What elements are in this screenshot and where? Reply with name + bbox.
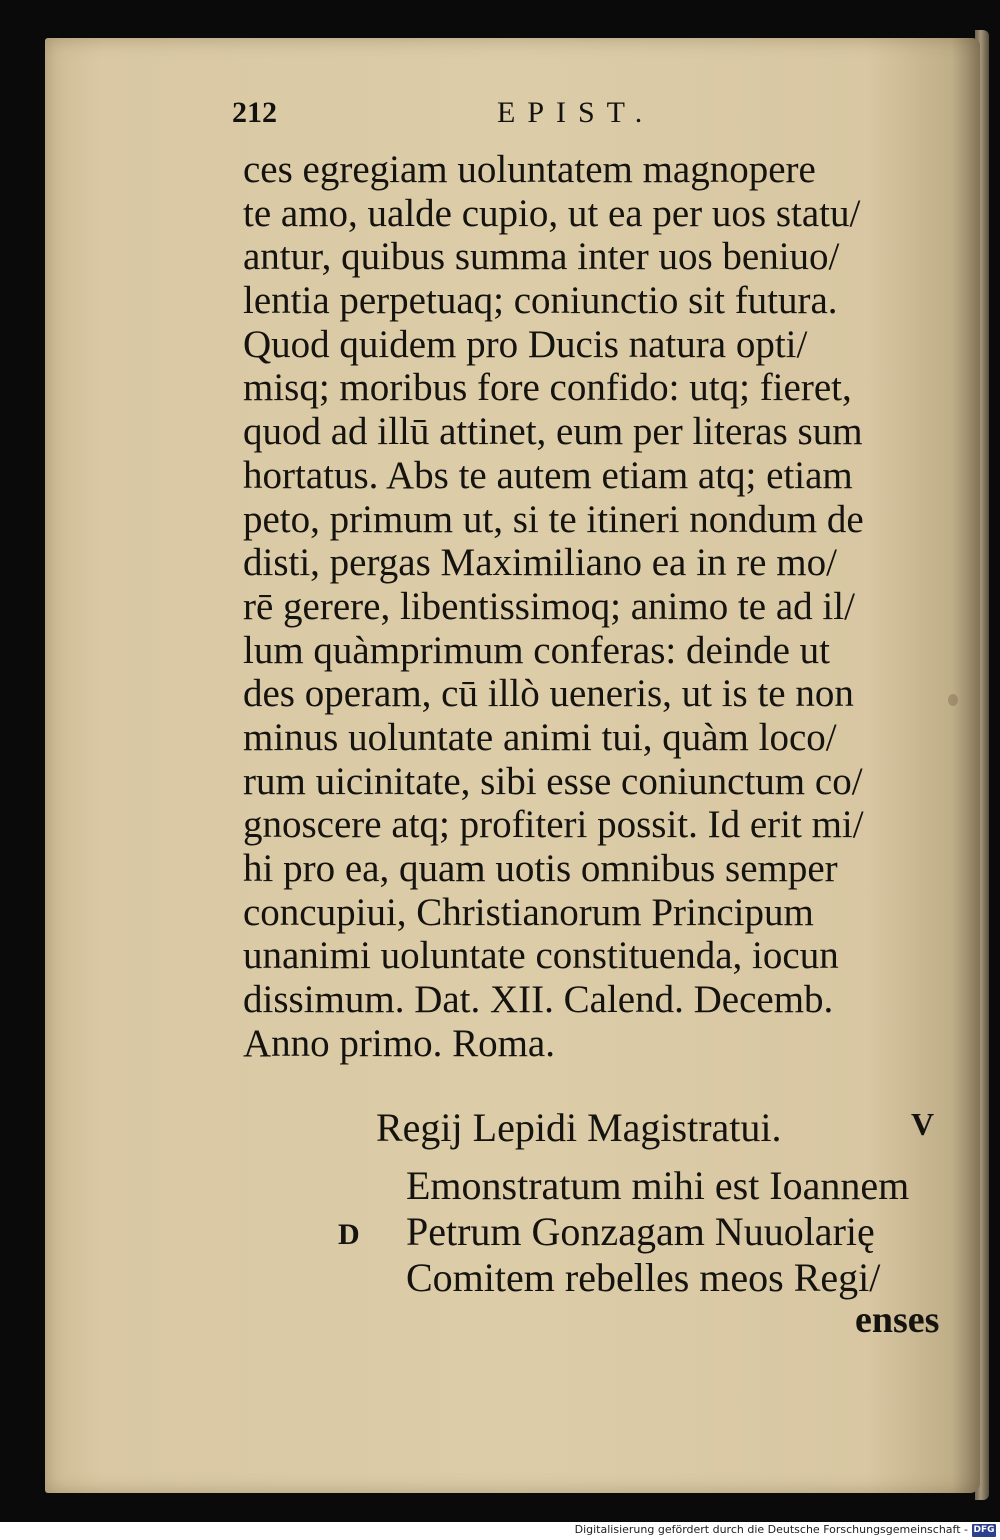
text-line: Comitem rebelles meos Regi/ — [406, 1255, 881, 1300]
main-text-block — [243, 148, 943, 1065]
text-line: unanimi uoluntate constituenda, iocun — [243, 934, 839, 978]
letter-body — [406, 1163, 946, 1301]
text-line: te amo, ualde cupio, ut ea per uos statu/ — [243, 191, 861, 235]
text-line: Petrum Gonzagam Nuuolarię — [406, 1209, 875, 1254]
text-line: des operam, cū illò ueneris, ut is te non — [243, 672, 854, 716]
text-line: lum quàmprimum conferas: deinde ut — [243, 628, 831, 672]
text-line: gnoscere atq; profiteri possit. Id erit mi/ — [243, 803, 864, 847]
text-line: rē gerere, libentissimoq; animo te ad il/ — [243, 584, 855, 628]
running-title: EPIST. — [497, 96, 655, 129]
footer-credit: Digitalisierung gefördert durch die Deutsche Forschungsgemeinschaft - — [574, 1523, 968, 1536]
text-line: quod ad illū attinet, eum per literas sum — [243, 410, 863, 454]
initial-guide-letter: D — [338, 1218, 360, 1251]
dfg-logo: DFG — [973, 1525, 995, 1535]
text-line: disti, pergas Maximiliano ea in re mo/ — [243, 541, 837, 585]
text-line: lentia perpetuaq; coniunctio sit futura. — [243, 279, 838, 323]
text-line: hortatus. Abs te autem etiam atq; etiam — [243, 453, 853, 497]
page-number: 212 — [232, 96, 277, 129]
text-line: dissimum. Dat. XII. Calend. Decemb. — [243, 978, 834, 1022]
letter-heading-text: Regij Lepidi Magistratui. — [376, 1105, 782, 1150]
text-line: concupiui, Christianorum Principum — [243, 890, 814, 934]
text-line: rum uicinitate, sibi esse coniunctum co/ — [243, 759, 863, 803]
letter-heading — [376, 1104, 936, 1152]
text-line: misq; moribus fore confido: utq; fieret, — [243, 366, 852, 410]
text-line: Anno primo. Roma. — [243, 1021, 555, 1065]
footer-bar — [0, 1522, 1000, 1540]
text-line: peto, primum ut, si te itineri nondum de — [243, 497, 864, 541]
text-line: hi pro ea, quam uotis omnibus semper — [243, 847, 838, 890]
catchword: enses — [855, 1299, 940, 1341]
text-line: Emonstratum mihi est Ioannem — [406, 1163, 910, 1208]
text-line: ces egregiam uoluntatem magnopere — [243, 148, 816, 191]
text-line: Quod quidem pro Ducis natura opti/ — [243, 322, 808, 366]
text-line: antur, quibus summa inter uos beniuo/ — [243, 235, 840, 279]
running-head — [232, 96, 932, 140]
guide-letter: V — [911, 1106, 935, 1142]
ink-spot — [948, 694, 958, 706]
text-line: minus uoluntate animi tui, quàm loco/ — [243, 715, 837, 759]
